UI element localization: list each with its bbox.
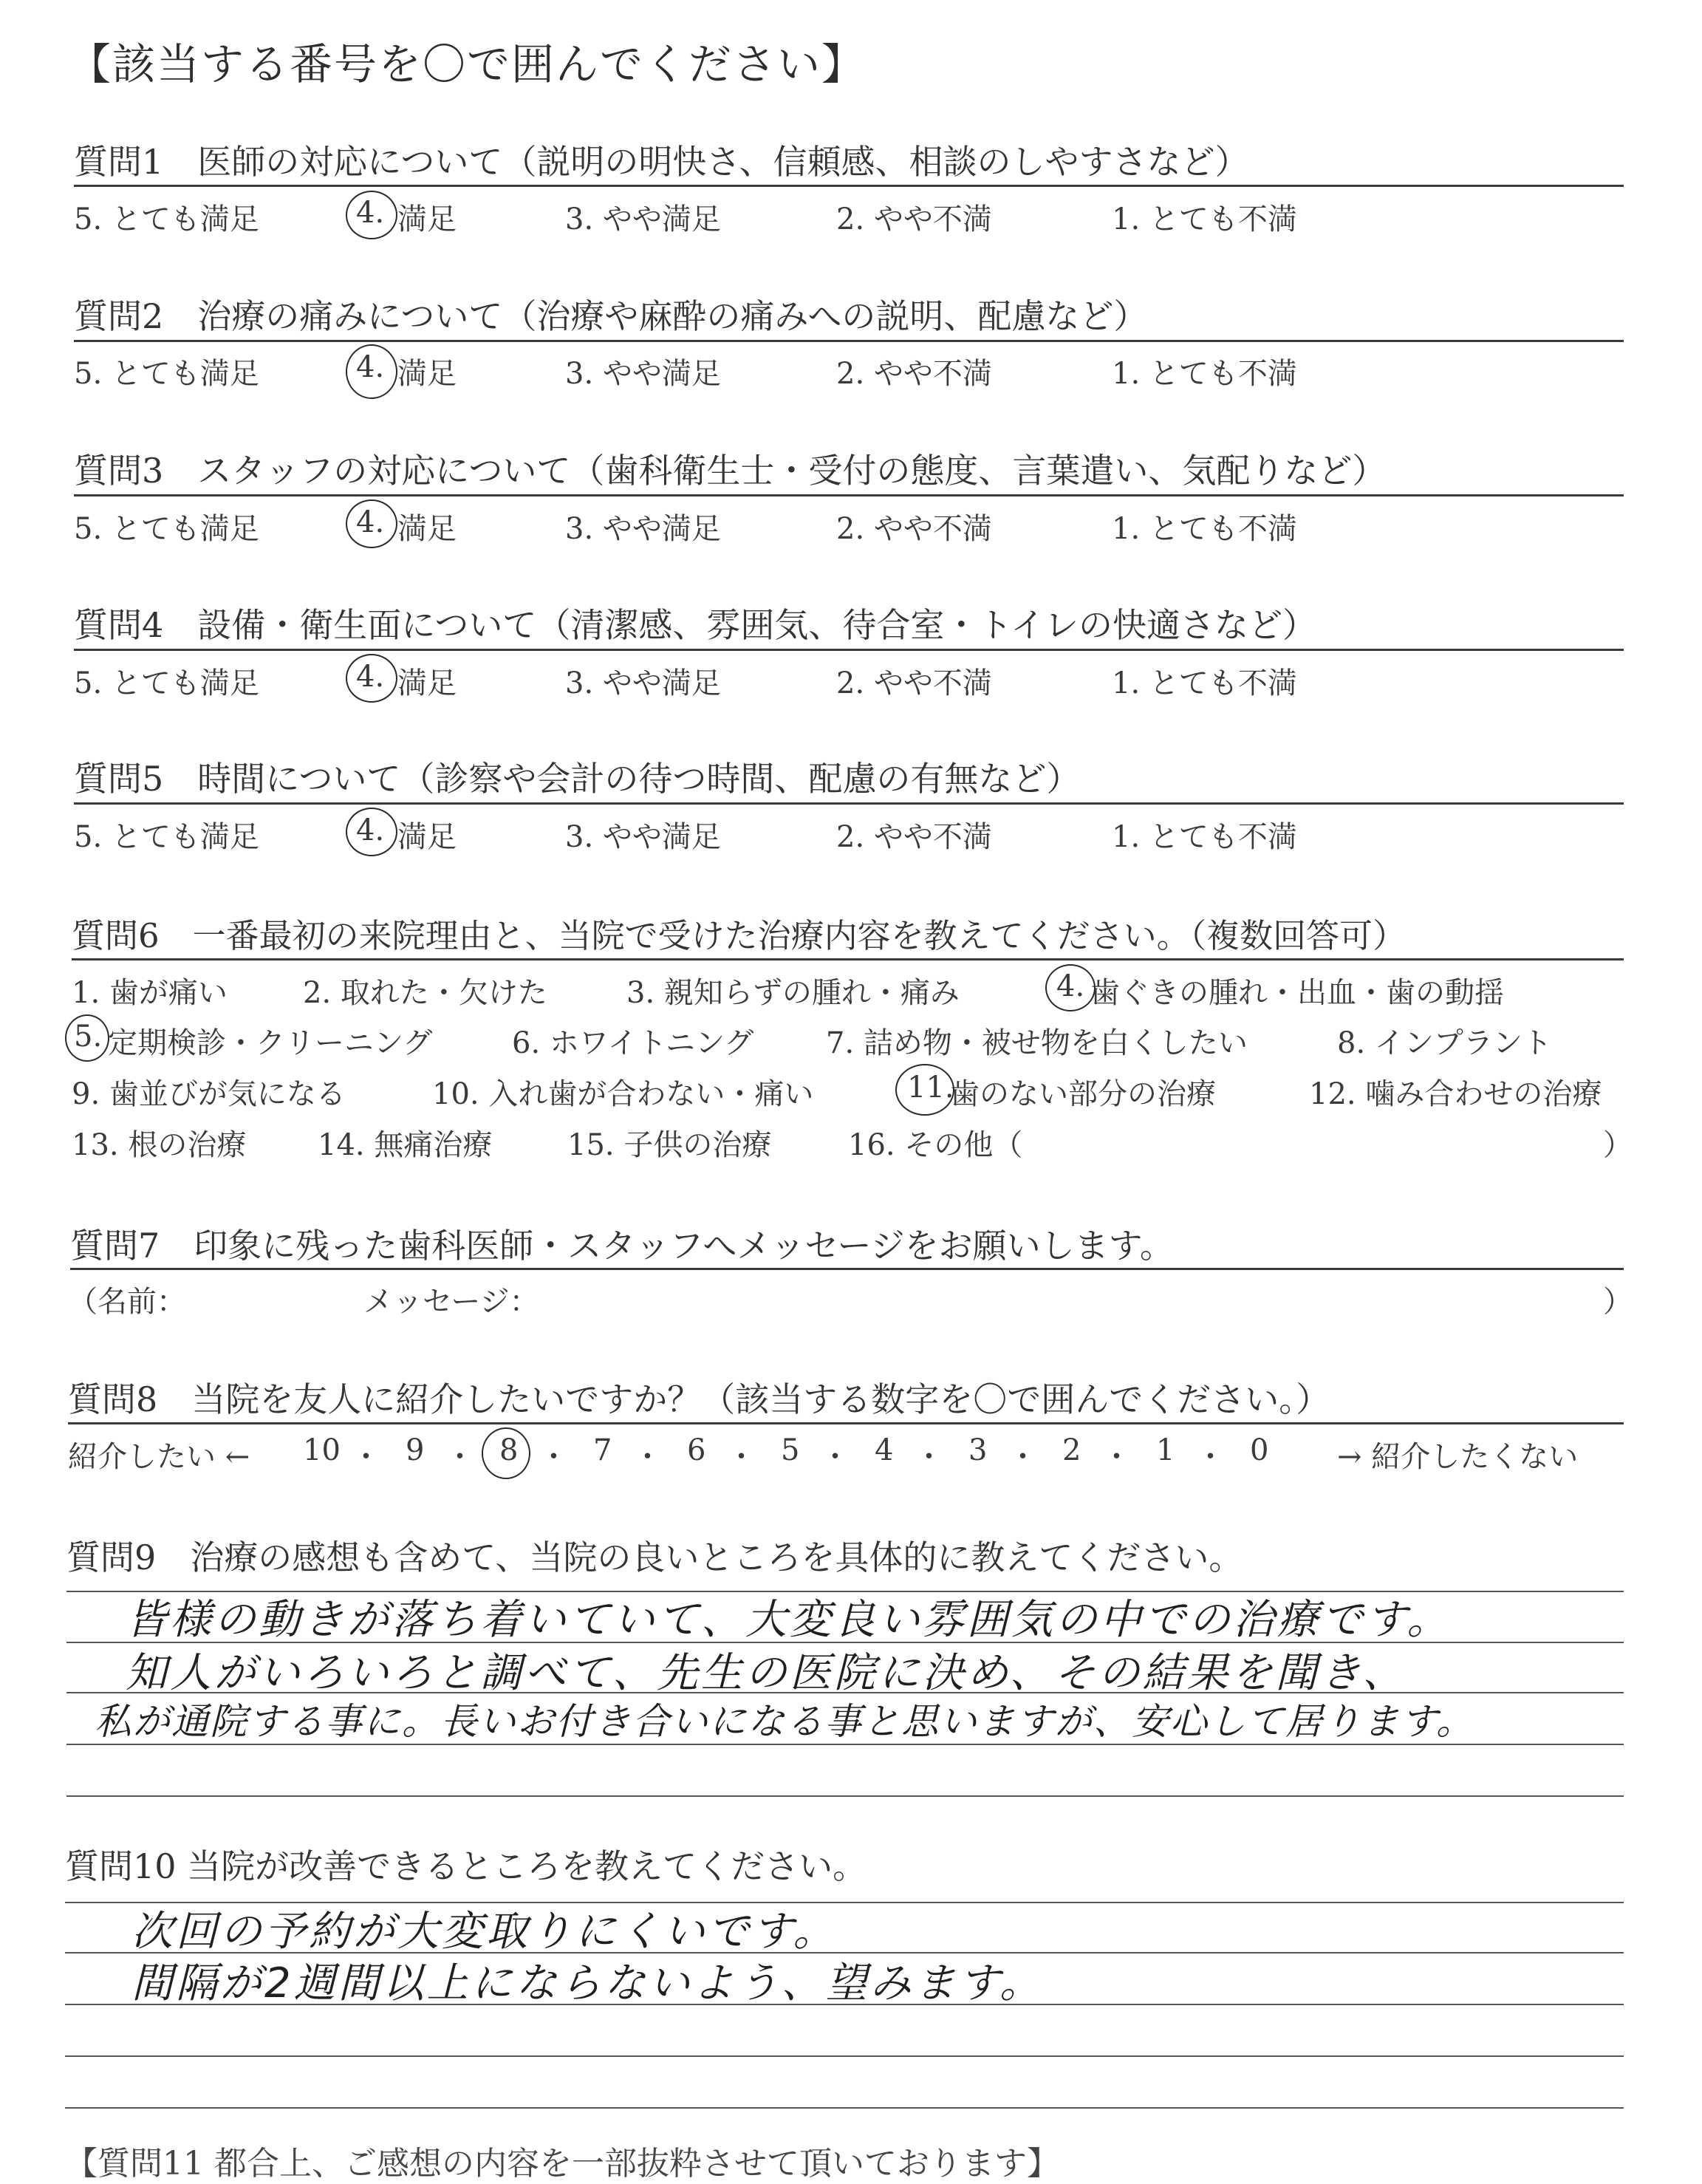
q5-option-2[interactable]: 2. やや不満 xyxy=(836,820,992,854)
q6-option-11-label[interactable]: 歯のない部分の治療 xyxy=(950,1077,1216,1111)
q6-option-5-circle xyxy=(65,1014,109,1062)
q3-title: 質問3 スタッフの対応について（歯科衛生士・受付の態度、言葉遣い、気配りなど） xyxy=(74,451,1387,491)
q4-option-4-label[interactable]: 満足 xyxy=(397,666,457,700)
q8-scale-separator: ・ xyxy=(632,1440,663,1474)
q1-option-3[interactable]: 3. やや満足 xyxy=(565,202,721,236)
q6-option-8[interactable]: 8. インプラント xyxy=(1337,1026,1552,1060)
q4-rule xyxy=(74,649,1624,651)
q4-selection-circle xyxy=(346,654,397,703)
q1-option-4-number[interactable]: 4. xyxy=(356,196,385,230)
q3-rule xyxy=(74,494,1624,496)
q10-title: 質問10 当院が改善できるところを教えてください。 xyxy=(65,1846,867,1886)
q2-option-3[interactable]: 3. やや満足 xyxy=(565,357,721,391)
q4-option-2[interactable]: 2. やや不満 xyxy=(836,666,992,700)
q3-option-5[interactable]: 5. とても満足 xyxy=(74,512,259,546)
q2-selection-circle xyxy=(346,344,397,399)
q8-scale-separator: ・ xyxy=(820,1440,850,1474)
q9-answer-line-3: 私が通院する事に。長いお付き合いになる事と思いますが、安心して居ります。 xyxy=(95,1700,1474,1743)
q6-option-5-label[interactable]: 定期検診・クリーニング xyxy=(108,1026,433,1060)
q8-left-label: 紹介したい ← xyxy=(68,1440,250,1474)
q8-rule xyxy=(68,1422,1624,1424)
q6-option-12[interactable]: 12. 噛み合わせの治療 xyxy=(1309,1077,1602,1111)
q8-scale-separator: ・ xyxy=(914,1440,944,1474)
q1-option-5[interactable]: 5. とても満足 xyxy=(74,202,259,236)
q8-scale-separator: ・ xyxy=(1101,1440,1132,1474)
q9-answer-line-2: 知人がいろいろと調べて、先生の医院に決め、その結果を聞き、 xyxy=(126,1649,1407,1697)
q8-scale-value-6[interactable]: 6 xyxy=(687,1433,706,1467)
q8-title: 質問8 当院を友人に紹介したいですか？（該当する数字を〇で囲んでください。） xyxy=(68,1379,1330,1419)
q1-option-2[interactable]: 2. やや不満 xyxy=(836,202,992,236)
q3-option-2[interactable]: 2. やや不満 xyxy=(836,512,992,546)
q6-option-13[interactable]: 13. 根の治療 xyxy=(72,1128,247,1162)
q9-answer-line-1: 皆様の動きが落ち着いていて、大変良い雰囲気の中での治療です。 xyxy=(126,1596,1452,1644)
q5-option-4-label[interactable]: 満足 xyxy=(397,820,457,854)
q8-scale-separator: ・ xyxy=(1195,1440,1226,1474)
q8-scale-value-5[interactable]: 5 xyxy=(781,1433,800,1467)
q8-scale-separator: ・ xyxy=(1008,1440,1038,1474)
q6-title: 質問6 一番最初の来院理由と、当院で受けた治療内容を教えてください。（複数回答可） xyxy=(72,916,1407,955)
q8-scale-value-7[interactable]: 7 xyxy=(593,1433,612,1467)
q7-close: ） xyxy=(1603,1285,1633,1319)
q2-option-1[interactable]: 1. とても不満 xyxy=(1112,357,1297,391)
q8-scale-value-2[interactable]: 2 xyxy=(1062,1433,1081,1467)
q2-option-2[interactable]: 2. やや不満 xyxy=(836,357,992,391)
q4-option-4-number[interactable]: 4. xyxy=(356,660,385,694)
q3-option-3[interactable]: 3. やや満足 xyxy=(565,512,721,546)
q7-rule xyxy=(70,1268,1624,1270)
q1-option-1[interactable]: 1. とても不満 xyxy=(1112,202,1297,236)
q5-title: 質問5 時間について（診察や会計の待つ時間、配慮の有無など） xyxy=(74,759,1081,799)
q1-option-4-label[interactable]: 満足 xyxy=(397,202,457,236)
q8-selection-circle xyxy=(482,1427,530,1479)
q6-option-4-label[interactable]: 歯ぐきの腫れ・出血・歯の動揺 xyxy=(1090,976,1504,1010)
q3-option-4-label[interactable]: 満足 xyxy=(397,512,457,546)
q6-option-16[interactable]: 16. その他（ xyxy=(848,1128,1023,1162)
q8-scale-value-1[interactable]: 1 xyxy=(1156,1433,1175,1467)
q3-option-4-number[interactable]: 4. xyxy=(356,505,385,539)
q6-option-11-circle xyxy=(895,1064,954,1116)
q3-selection-circle xyxy=(346,499,397,548)
q5-rule xyxy=(74,802,1624,805)
q8-scale-value-10[interactable]: 10 xyxy=(303,1433,341,1467)
q8-scale-separator: ・ xyxy=(445,1440,475,1474)
q10-answer-line-2: 間隔が2週間以上にならないよう、望みます。 xyxy=(131,1959,1045,2007)
q1-title: 質問1 医師の対応について（説明の明快さ、信頼感、相談のしやすさなど） xyxy=(74,142,1249,182)
q2-option-4-label[interactable]: 満足 xyxy=(397,357,457,391)
q1-selection-circle xyxy=(346,191,397,239)
q6-option-4-number[interactable]: 4. xyxy=(1056,969,1085,1003)
q8-scale-value-8[interactable]: 8 xyxy=(499,1433,519,1467)
q6-option-3[interactable]: 3. 親知らずの腫れ・痛み xyxy=(626,976,960,1010)
q6-option-5-number[interactable]: 5. xyxy=(74,1020,103,1054)
q4-option-3[interactable]: 3. やや満足 xyxy=(565,666,721,700)
q7-name-label: （名前： xyxy=(68,1285,186,1319)
q5-option-4-number[interactable]: 4. xyxy=(356,813,385,847)
q8-scale-value-4[interactable]: 4 xyxy=(875,1433,894,1467)
q6-option-11-number[interactable]: 11. xyxy=(907,1071,954,1105)
q8-scale-separator: ・ xyxy=(726,1440,756,1474)
q4-title: 質問4 設備・衛生面について（清潔感、雰囲気、待合室・トイレの快適さなど） xyxy=(74,605,1317,645)
q8-scale-value-3[interactable]: 3 xyxy=(968,1433,988,1467)
q5-option-5[interactable]: 5. とても満足 xyxy=(74,820,259,854)
footer-partial-label: 【質問11 都合上、ご感想の内容を一部抜粋させて頂いております】 xyxy=(65,2145,1059,2183)
q8-scale-separator: ・ xyxy=(539,1440,569,1474)
q10-writing-line-4 xyxy=(65,2055,1624,2057)
q8-scale-value-0[interactable]: 0 xyxy=(1250,1433,1269,1467)
q2-option-4-number[interactable]: 4. xyxy=(356,350,385,384)
q3-option-1[interactable]: 1. とても不満 xyxy=(1112,512,1297,546)
q10-answer-line-1: 次回の予約が大変取りにくいです。 xyxy=(131,1908,838,1956)
q8-scale-separator: ・ xyxy=(351,1440,381,1474)
q4-option-1[interactable]: 1. とても不満 xyxy=(1112,666,1297,700)
q6-option-10[interactable]: 10. 入れ歯が合わない・痛い xyxy=(432,1077,814,1111)
footer-partial-text xyxy=(65,2137,1059,2183)
q7-message-label: メッセージ： xyxy=(363,1285,539,1319)
q6-option-4-circle xyxy=(1045,964,1096,1011)
q6-option-14[interactable]: 14. 無痛治療 xyxy=(318,1128,493,1162)
q6-option-1[interactable]: 1. 歯が痛い xyxy=(72,976,228,1010)
q10-writing-line-5 xyxy=(65,2107,1624,2109)
q6-option-6[interactable]: 6. ホワイトニング xyxy=(512,1026,754,1060)
q5-option-3[interactable]: 3. やや満足 xyxy=(565,820,721,854)
q6-option-7[interactable]: 7. 詰め物・被せ物を白くしたい xyxy=(826,1026,1248,1060)
q1-rule xyxy=(74,185,1624,187)
page-header: 【該当する番号を〇で囲んでください】 xyxy=(68,39,867,89)
q6-option-15[interactable]: 15. 子供の治療 xyxy=(567,1128,772,1162)
q2-option-5[interactable]: 5. とても満足 xyxy=(74,357,259,391)
q4-option-5[interactable]: 5. とても満足 xyxy=(74,666,259,700)
q8-right-label: → 紹介したくない xyxy=(1337,1440,1579,1474)
q5-option-1[interactable]: 1. とても不満 xyxy=(1112,820,1297,854)
q9-writing-line-5 xyxy=(66,1795,1624,1797)
q2-title: 質問2 治療の痛みについて（治療や麻酔の痛みへの説明、配慮など） xyxy=(74,296,1148,336)
q6-rule xyxy=(72,958,1624,960)
q6-option-16-close: ） xyxy=(1603,1128,1633,1162)
q2-rule xyxy=(74,340,1624,342)
q9-title: 質問9 治療の感想も含めて、当院の良いところを具体的に教えてください。 xyxy=(66,1538,1243,1577)
q6-option-9[interactable]: 9. 歯並びが気になる xyxy=(72,1077,346,1111)
q5-selection-circle xyxy=(346,808,397,856)
q6-option-2[interactable]: 2. 取れた・欠けた xyxy=(303,976,547,1010)
q8-scale-value-9[interactable]: 9 xyxy=(406,1433,425,1467)
q7-title: 質問7 印象に残った歯科医師・スタッフへメッセージをお願いします。 xyxy=(70,1226,1174,1266)
